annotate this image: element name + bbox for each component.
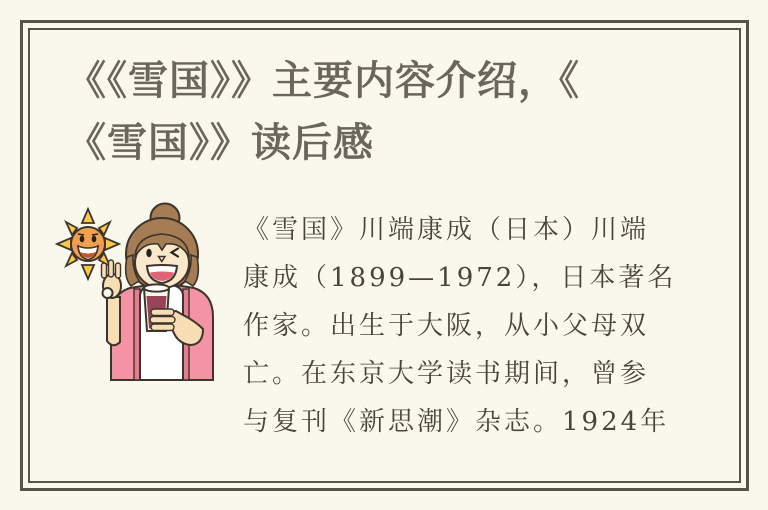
girl-and-sun-illustration <box>45 197 225 383</box>
girl-figure <box>102 204 214 381</box>
body-line: 与复刊《新思潮》杂志。1924年 <box>243 407 670 437</box>
body-line: 康成（1899—1972），日本著名 <box>243 263 677 293</box>
page-title <box>66 50 706 174</box>
page-title-line-1: 《《雪国》》主要内容介绍，《 <box>66 59 580 103</box>
body-line: 《雪国》川端康成（日本）川端 <box>243 215 650 245</box>
body-line: 作家。出生于大阪，从小父母双 <box>243 311 650 341</box>
page-title-line-2: 《雪国》》读后感 <box>66 121 374 165</box>
body-line: 亡。在东京大学读书期间，曾参 <box>243 359 650 389</box>
ok-sign-hand <box>102 260 122 298</box>
body-paragraph <box>243 206 677 446</box>
